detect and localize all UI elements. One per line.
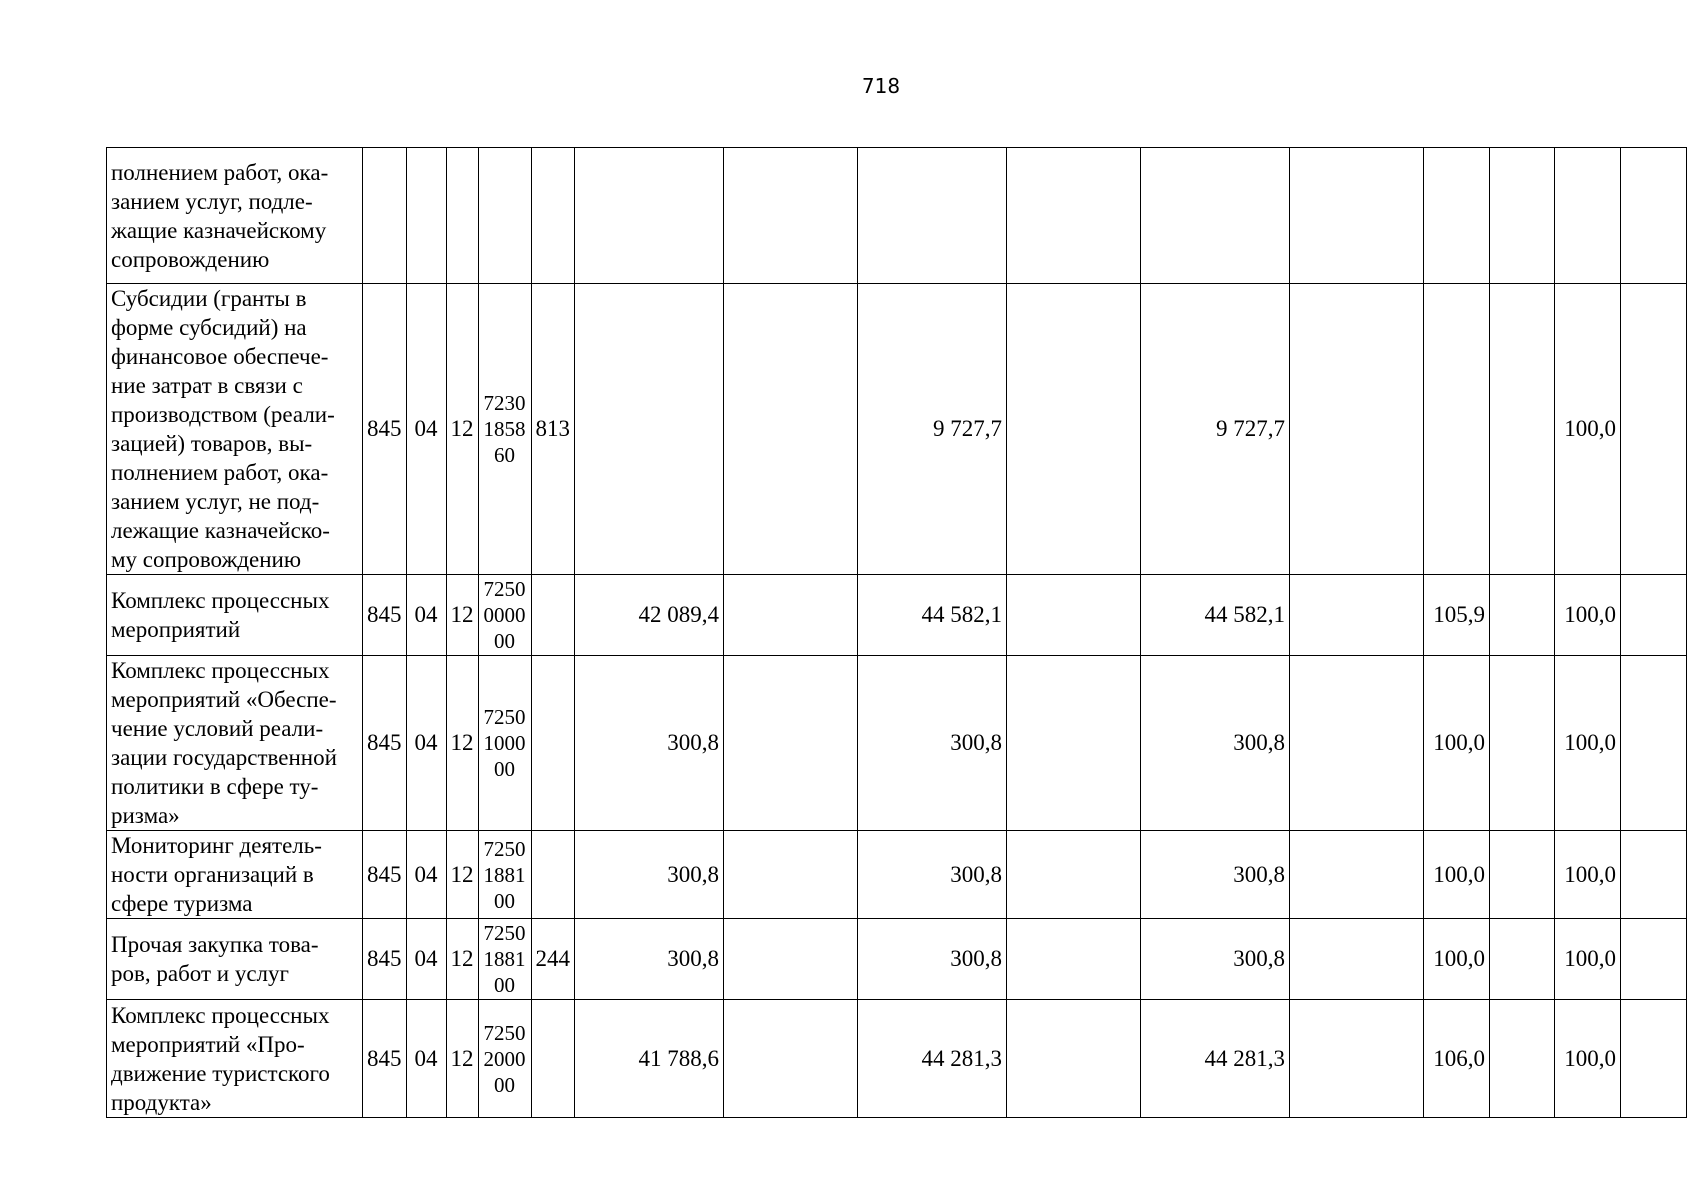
expense-type-code: 813 [531, 284, 575, 575]
percent-cell: 105,9 [1424, 575, 1490, 656]
subsection-code: 12 [446, 656, 478, 831]
target-item-code: 7250 1881 00 [478, 919, 531, 1000]
value-cell: 42 089,4 [575, 575, 724, 656]
value-cell [1007, 284, 1141, 575]
value-cell: 44 582,1 [858, 575, 1007, 656]
target-item-code: 7250 1000 00 [478, 656, 531, 831]
dept-code: 845 [363, 284, 407, 575]
value-cell: 300,8 [858, 831, 1007, 919]
section-code: 04 [406, 284, 446, 575]
value-cell [1141, 148, 1290, 284]
value-cell [724, 656, 858, 831]
value-cell [724, 919, 858, 1000]
page-number: 718 [861, 74, 901, 98]
percent-cell [1621, 919, 1687, 1000]
value-cell: 300,8 [575, 656, 724, 831]
row-name: полнением работ, ока- занием услуг, подле- жащие казначейскому сопровождению [107, 148, 363, 284]
percent-cell [1424, 284, 1490, 575]
expense-type-code [531, 148, 575, 284]
target-item-code: 7230 1858 60 [478, 284, 531, 575]
value-cell [1290, 656, 1424, 831]
expense-type-code [531, 1000, 575, 1118]
percent-cell [1424, 148, 1490, 284]
value-cell: 9 727,7 [1141, 284, 1290, 575]
percent-cell [1490, 1000, 1555, 1118]
row-name: Комплекс процессных мероприятий «Обеспе- чение условий реали- зации государственной политики в сфере ту- ризма» [107, 656, 363, 831]
value-cell [1007, 1000, 1141, 1118]
percent-cell [1621, 1000, 1687, 1118]
percent-cell [1621, 284, 1687, 575]
percent-cell: 100,0 [1424, 831, 1490, 919]
dept-code: 845 [363, 656, 407, 831]
value-cell [1290, 1000, 1424, 1118]
table-row [107, 1000, 1687, 1118]
value-cell [1290, 284, 1424, 575]
section-code: 04 [406, 831, 446, 919]
percent-cell: 100,0 [1424, 919, 1490, 1000]
percent-cell [1490, 148, 1555, 284]
expense-type-code [531, 656, 575, 831]
percent-cell [1621, 575, 1687, 656]
value-cell: 41 788,6 [575, 1000, 724, 1118]
value-cell: 300,8 [1141, 919, 1290, 1000]
expense-type-code [531, 575, 575, 656]
percent-cell: 100,0 [1555, 284, 1621, 575]
target-item-code: 7250 2000 00 [478, 1000, 531, 1118]
value-cell: 300,8 [1141, 656, 1290, 831]
percent-cell: 100,0 [1424, 656, 1490, 831]
value-cell: 300,8 [1141, 831, 1290, 919]
value-cell [575, 284, 724, 575]
subsection-code: 12 [446, 284, 478, 575]
value-cell [724, 1000, 858, 1118]
percent-cell [1490, 831, 1555, 919]
row-name: Комплекс процессных мероприятий [107, 575, 363, 656]
percent-cell [1490, 575, 1555, 656]
value-cell [858, 148, 1007, 284]
table-row [107, 284, 1687, 575]
dept-code: 845 [363, 919, 407, 1000]
subsection-code: 12 [446, 919, 478, 1000]
percent-cell [1490, 656, 1555, 831]
section-code: 04 [406, 919, 446, 1000]
value-cell [575, 148, 724, 284]
section-code [406, 148, 446, 284]
subsection-code: 12 [446, 831, 478, 919]
value-cell [1007, 656, 1141, 831]
dept-code: 845 [363, 575, 407, 656]
table-row [107, 575, 1687, 656]
subsection-code: 12 [446, 1000, 478, 1118]
value-cell [1007, 919, 1141, 1000]
value-cell [1290, 831, 1424, 919]
expense-type-code: 244 [531, 919, 575, 1000]
subsection-code: 12 [446, 575, 478, 656]
dept-code [363, 148, 407, 284]
percent-cell: 100,0 [1555, 831, 1621, 919]
value-cell [724, 148, 858, 284]
row-name: Прочая закупка това- ров, работ и услуг [107, 919, 363, 1000]
value-cell: 300,8 [575, 831, 724, 919]
percent-cell: 100,0 [1555, 575, 1621, 656]
section-code: 04 [406, 1000, 446, 1118]
row-name: Субсидии (гранты в форме субсидий) на финансовое обеспече- ние затрат в связи с производством (реали- зацией) товаров, вы- полнением работ, ока- занием услуг, не под- лежащие казначейско- му сопровождению [107, 284, 363, 575]
subsection-code [446, 148, 478, 284]
value-cell: 44 582,1 [1141, 575, 1290, 656]
value-cell [724, 575, 858, 656]
value-cell: 300,8 [575, 919, 724, 1000]
table-row [107, 656, 1687, 831]
section-code: 04 [406, 656, 446, 831]
row-name: Мониторинг деятель- ности организаций в сфере туризма [107, 831, 363, 919]
value-cell [1290, 575, 1424, 656]
percent-cell [1555, 148, 1621, 284]
table-row [107, 148, 1687, 284]
expense-type-code [531, 831, 575, 919]
value-cell [1290, 919, 1424, 1000]
percent-cell [1490, 919, 1555, 1000]
percent-cell [1621, 148, 1687, 284]
value-cell [1007, 575, 1141, 656]
value-cell [724, 284, 858, 575]
value-cell: 44 281,3 [858, 1000, 1007, 1118]
value-cell [724, 831, 858, 919]
value-cell: 44 281,3 [1141, 1000, 1290, 1118]
percent-cell: 100,0 [1555, 656, 1621, 831]
value-cell [1290, 148, 1424, 284]
percent-cell [1490, 284, 1555, 575]
target-item-code: 7250 1881 00 [478, 831, 531, 919]
target-item-code: 7250 0000 00 [478, 575, 531, 656]
section-code: 04 [406, 575, 446, 656]
dept-code: 845 [363, 1000, 407, 1118]
value-cell [1007, 831, 1141, 919]
percent-cell: 100,0 [1555, 919, 1621, 1000]
percent-cell [1621, 656, 1687, 831]
target-item-code [478, 148, 531, 284]
dept-code: 845 [363, 831, 407, 919]
percent-cell: 106,0 [1424, 1000, 1490, 1118]
value-cell: 300,8 [858, 919, 1007, 1000]
percent-cell [1621, 831, 1687, 919]
row-name: Комплекс процессных мероприятий «Про- движение туристского продукта» [107, 1000, 363, 1118]
percent-cell: 100,0 [1555, 1000, 1621, 1118]
table-row [107, 831, 1687, 919]
budget-table [106, 147, 1687, 1118]
table-row [107, 919, 1687, 1000]
value-cell [1007, 148, 1141, 284]
value-cell: 9 727,7 [858, 284, 1007, 575]
value-cell: 300,8 [858, 656, 1007, 831]
